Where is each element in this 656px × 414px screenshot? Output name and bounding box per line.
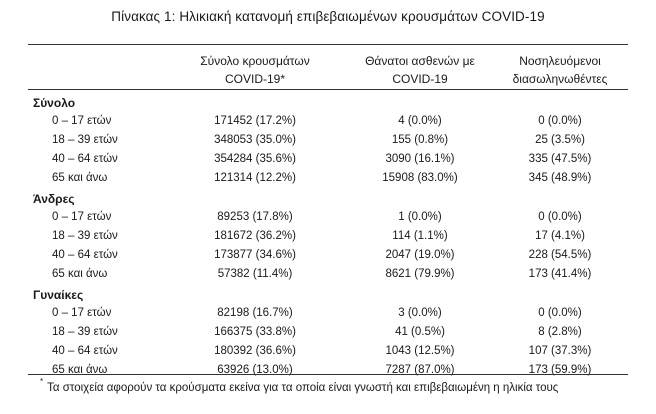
column-header-cases (180, 52, 330, 88)
deaths-cell: 8621 (79.9%) (385, 268, 455, 280)
column-header-intubated (480, 52, 640, 88)
intubated-cell: 228 (54.5%) (528, 249, 592, 261)
age-label: 65 και άνω (52, 172, 108, 184)
age-label: 0 – 17 ετών (52, 211, 112, 223)
age-label: 18 – 39 ετών (52, 134, 118, 146)
cases-cell: 173877 (34.6%) (214, 249, 296, 261)
deaths-cell: 15908 (83.0%) (382, 172, 458, 184)
table-title: Πίνακας 1: Ηλικιακή κατανομή επιβεβαιωμένων κρουσμάτων COVID-19 (111, 9, 545, 24)
column-header-line: COVID-19 (392, 72, 448, 86)
intubated-cell: 25 (3.5%) (535, 134, 585, 146)
intubated-cell: 0 (0.0%) (538, 115, 582, 127)
cases-cell: 82198 (16.7%) (217, 307, 293, 319)
footnote (40, 379, 558, 394)
section-label: Σύνολο (33, 96, 76, 110)
deaths-cell: 155 (0.8%) (391, 134, 449, 146)
deaths-cell: 114 (1.1%) (392, 230, 448, 242)
deaths-cell: 1043 (12.5%) (385, 345, 455, 357)
intubated-cell: 107 (37.3%) (528, 345, 592, 357)
column-header-line: Νοσηλευόμενοι (519, 54, 601, 68)
intubated-cell: 0 (0.0%) (538, 307, 582, 319)
cases-cell: 89253 (17.8%) (217, 211, 293, 223)
cases-cell: 348053 (35.0%) (214, 134, 296, 146)
intubated-cell: 8 (2.8%) (538, 326, 582, 338)
header-rule (28, 89, 628, 90)
cases-cell: 63926 (13.0%) (217, 364, 293, 376)
age-label: 18 – 39 ετών (52, 326, 118, 338)
intubated-cell: 335 (47.5%) (528, 153, 592, 165)
intubated-cell: 0 (0.0%) (538, 211, 582, 223)
intubated-cell: 173 (59.9%) (528, 364, 592, 376)
cases-cell: 166375 (33.8%) (214, 326, 296, 338)
cases-cell: 181672 (36.2%) (214, 230, 296, 242)
cases-cell: 171452 (17.2%) (214, 115, 296, 127)
deaths-cell: 1 (0.0%) (398, 211, 442, 223)
deaths-cell: 4 (0.0%) (398, 115, 442, 127)
footnote-marker: * (40, 377, 44, 386)
age-label: 65 και άνω (52, 364, 108, 376)
deaths-cell: 3090 (16.1%) (385, 153, 455, 165)
intubated-cell: 17 (4.1%) (535, 230, 585, 242)
column-header-line: COVID-19* (224, 72, 286, 86)
cases-cell: 180392 (36.6%) (214, 345, 296, 357)
section-label: Γυναίκες (33, 288, 84, 302)
cases-cell: 57382 (11.4%) (217, 268, 293, 280)
column-header-line: Θάνατοι ασθενών με (365, 54, 475, 68)
column-header-line: Σύνολο κρουσμάτων (200, 54, 310, 68)
column-header-deaths (345, 52, 495, 88)
age-label: 40 – 64 ετών (52, 153, 118, 165)
footnote-text: Τα στοιχεία αφορούν τα κρούσματα εκείνα για τα οποία είναι γνωστή και επιβεβαιωμένη η ηλικία τους (47, 381, 559, 394)
section-label: Άνδρες (33, 192, 75, 206)
age-label: 40 – 64 ετών (52, 249, 118, 261)
intubated-cell: 345 (48.9%) (528, 172, 592, 184)
intubated-cell: 173 (41.4%) (528, 268, 592, 280)
age-label: 18 – 39 ετών (52, 230, 118, 242)
age-label: 0 – 17 ετών (52, 307, 112, 319)
deaths-cell: 7287 (87.0%) (385, 364, 455, 376)
cases-cell: 354284 (35.6%) (214, 153, 296, 165)
age-label: 40 – 64 ετών (52, 345, 118, 357)
cases-cell: 121314 (12.2%) (214, 172, 296, 184)
column-header-line: διασωληνωθέντες (512, 72, 608, 86)
top-rule (28, 44, 628, 45)
bottom-rule (28, 374, 628, 375)
age-label: 0 – 17 ετών (52, 115, 112, 127)
deaths-cell: 41 (0.5%) (395, 326, 445, 338)
deaths-cell: 2047 (19.0%) (385, 249, 455, 261)
age-label: 65 και άνω (52, 268, 108, 280)
deaths-cell: 3 (0.0%) (398, 307, 442, 319)
